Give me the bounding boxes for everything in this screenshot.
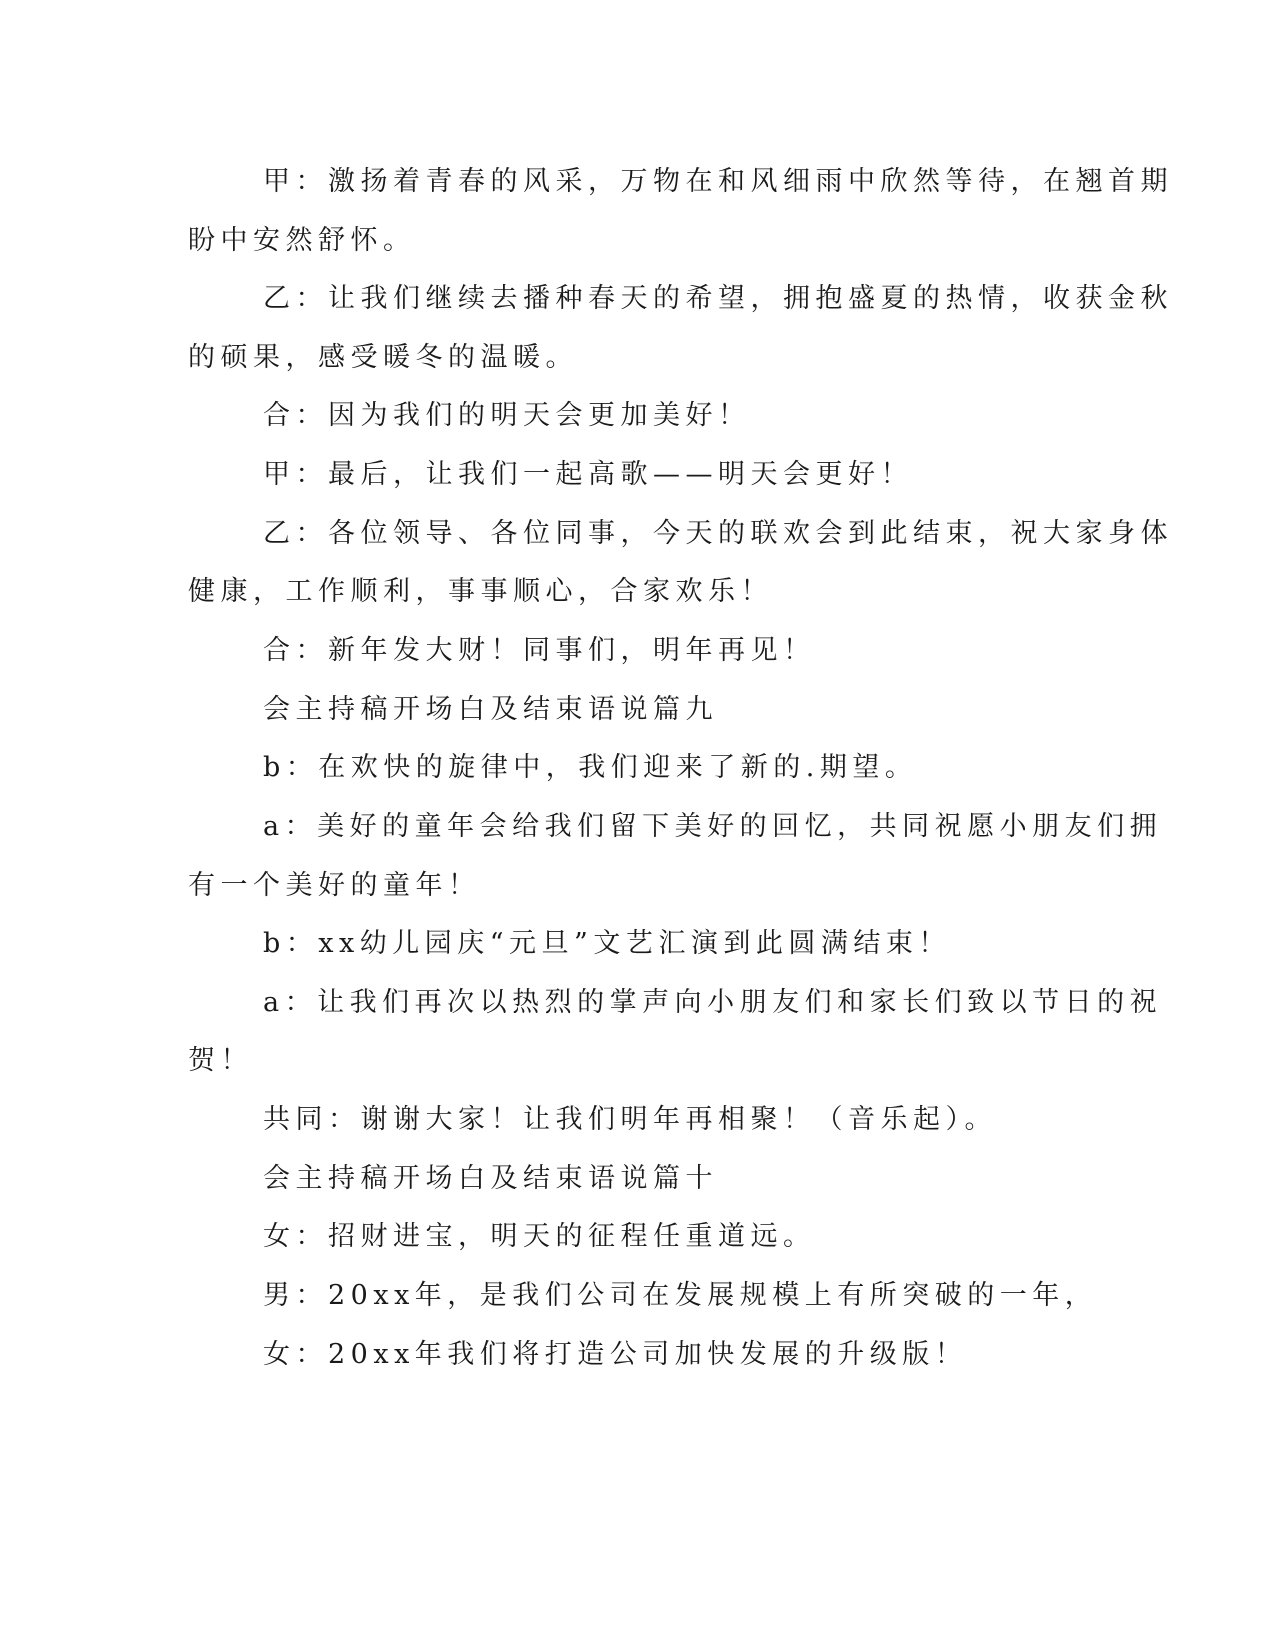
text-line: a：让我们再次以热烈的掌声向小朋友们和家长们致以节日的祝 [263, 987, 1163, 1018]
text-line: 合：新年发大财！同事们，明年再见！ [263, 635, 816, 666]
text-line: a：美好的童年会给我们留下美好的回忆，共同祝愿小朋友们拥 [263, 811, 1163, 842]
text-line: b：在欢快的旋律中，我们迎来了新的.期望。 [263, 752, 918, 783]
text-line: 甲：最后，让我们一起高歌——明天会更好！ [263, 459, 913, 490]
text-line: b：xx幼儿园庆“元旦”文艺汇演到此圆满结束！ [263, 928, 951, 959]
text-line: 有一个美好的童年！ [188, 870, 481, 901]
text-line: 女：20xx年我们将打造公司加快发展的升级版！ [263, 1339, 968, 1370]
text-line: 贺！ [188, 1045, 253, 1076]
section-heading: 会主持稿开场白及结束语说篇九 [263, 694, 718, 725]
text-line: 乙：各位领导、各位同事，今天的联欢会到此结束，祝大家身体 [263, 518, 1173, 549]
text-line: 乙：让我们继续去播种春天的希望，拥抱盛夏的热情，收获金秋 [263, 283, 1173, 314]
text-line: 男：20xx年，是我们公司在发展规模上有所突破的一年， [263, 1280, 1098, 1311]
text-line: 女：招财进宝，明天的征程任重道远。 [263, 1221, 816, 1252]
text-line: 健康，工作顺利，事事顺心，合家欢乐！ [188, 576, 773, 607]
text-line: 合：因为我们的明天会更加美好！ [263, 400, 751, 431]
text-line: 共同：谢谢大家！让我们明年再相聚！（音乐起）。 [263, 1104, 997, 1135]
text-line: 甲：激扬着青春的风采，万物在和风细雨中欣然等待，在翘首期 [263, 166, 1173, 197]
text-line: 盼中安然舒怀。 [188, 225, 416, 256]
section-heading: 会主持稿开场白及结束语说篇十 [263, 1163, 718, 1194]
text-line: 的硕果，感受暖冬的温暖。 [188, 342, 578, 373]
